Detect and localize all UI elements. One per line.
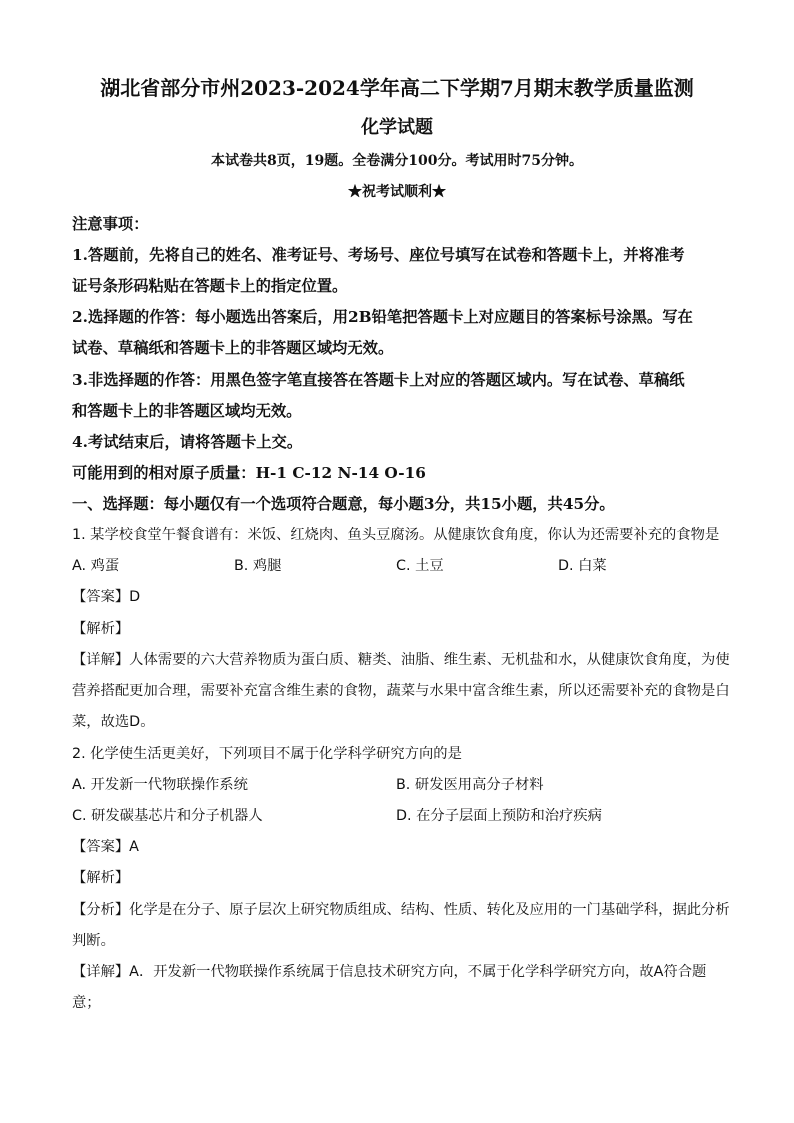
q2-option-c: C. 研发碳基芯片和分子机器人 [72, 808, 263, 824]
notice-heading: 注意事项： [72, 215, 149, 233]
q1-answer: 【答案】D [72, 589, 141, 605]
q2-analysis-label: 【解析】 [72, 870, 130, 886]
notice-line: 和答题卡上的非答题区域均无效。 [72, 402, 302, 420]
atomic-masses: 可能用到的相对原子质量：H-1 C-12 N-14 O-16 [72, 464, 426, 482]
q1-option-b: B. 鸡腿 [234, 558, 282, 574]
q2-option-b: B. 研发医用高分子材料 [396, 777, 544, 793]
exam-title: 湖北省部分市州2023-2024学年高二下学期7月期末教学质量监测 [100, 76, 694, 100]
q2-answer: 【答案】A [72, 839, 139, 855]
notice-line: 4.考试结束后，请将答题卡上交。 [72, 433, 303, 451]
q1-detail-line: 菜，故选D。 [72, 714, 155, 730]
q2-fenxi-line: 【分析】化学是在分子、原子层次上研究物质组成、结构、性质、转化及应用的一门基础学科，据此分析 [72, 902, 730, 918]
notice-line: 试卷、草稿纸和答题卡上的非答题区域均无效。 [72, 339, 394, 357]
exam-subtitle: 化学试题 [361, 117, 433, 138]
notice-line: 2.选择题的作答：每小题选出答案后，用2B铅笔把答题卡上对应题目的答案标号涂黑。写在 [72, 308, 693, 326]
notice-line: 3.非选择题的作答：用黑色签字笔直接答在答题卡上对应的答题区域内。写在试卷、草稿纸 [72, 371, 685, 389]
section-heading: 一、选择题：每小题仅有一个选项符合题意，每小题3分，共15小题，共45分。 [72, 495, 615, 513]
exam-info: 本试卷共8页，19题。全卷满分100分。考试用时75分钟。 [211, 153, 583, 169]
notice-line: 1.答题前，先将自己的姓名、准考证号、考场号、座位号填写在试卷和答题卡上，并将准考 [72, 246, 685, 264]
blessing: ★祝考试顺利★ [348, 184, 446, 200]
q1-option-a: A. 鸡蛋 [72, 558, 120, 574]
q2-option-a: A. 开发新一代物联操作系统 [72, 777, 248, 793]
question-1-stem: 1. 某学校食堂午餐食谱有：米饭、红烧肉、鱼头豆腐汤。从健康饮食角度，你认为还需要补充的食物是 [72, 527, 720, 543]
q1-option-d: D. 白菜 [558, 558, 607, 574]
q2-fenxi-line: 判断。 [72, 933, 115, 949]
q1-detail-line: 【详解】人体需要的六大营养物质为蛋白质、糖类、油脂、维生素、无机盐和水，从健康饮食角度，为使 [72, 652, 730, 668]
question-2-stem: 2. 化学使生活更美好，下列项目不属于化学科学研究方向的是 [72, 746, 462, 762]
q2-detail-line: 意； [72, 995, 101, 1011]
q2-option-d: D. 在分子层面上预防和治疗疾病 [396, 808, 602, 824]
q1-detail-line: 营养搭配更加合理，需要补充富含维生素的食物，蔬菜与水果中富含维生素，所以还需要补充的食物是白 [72, 683, 730, 699]
notice-line: 证号条形码粘贴在答题卡上的指定位置。 [72, 277, 348, 295]
q1-option-c: C. 土豆 [396, 558, 444, 574]
q1-analysis-label: 【解析】 [72, 621, 130, 637]
q2-detail-line: 【详解】A．开发新一代物联操作系统属于信息技术研究方向，不属于化学科学研究方向，故A符合题 [72, 964, 707, 980]
